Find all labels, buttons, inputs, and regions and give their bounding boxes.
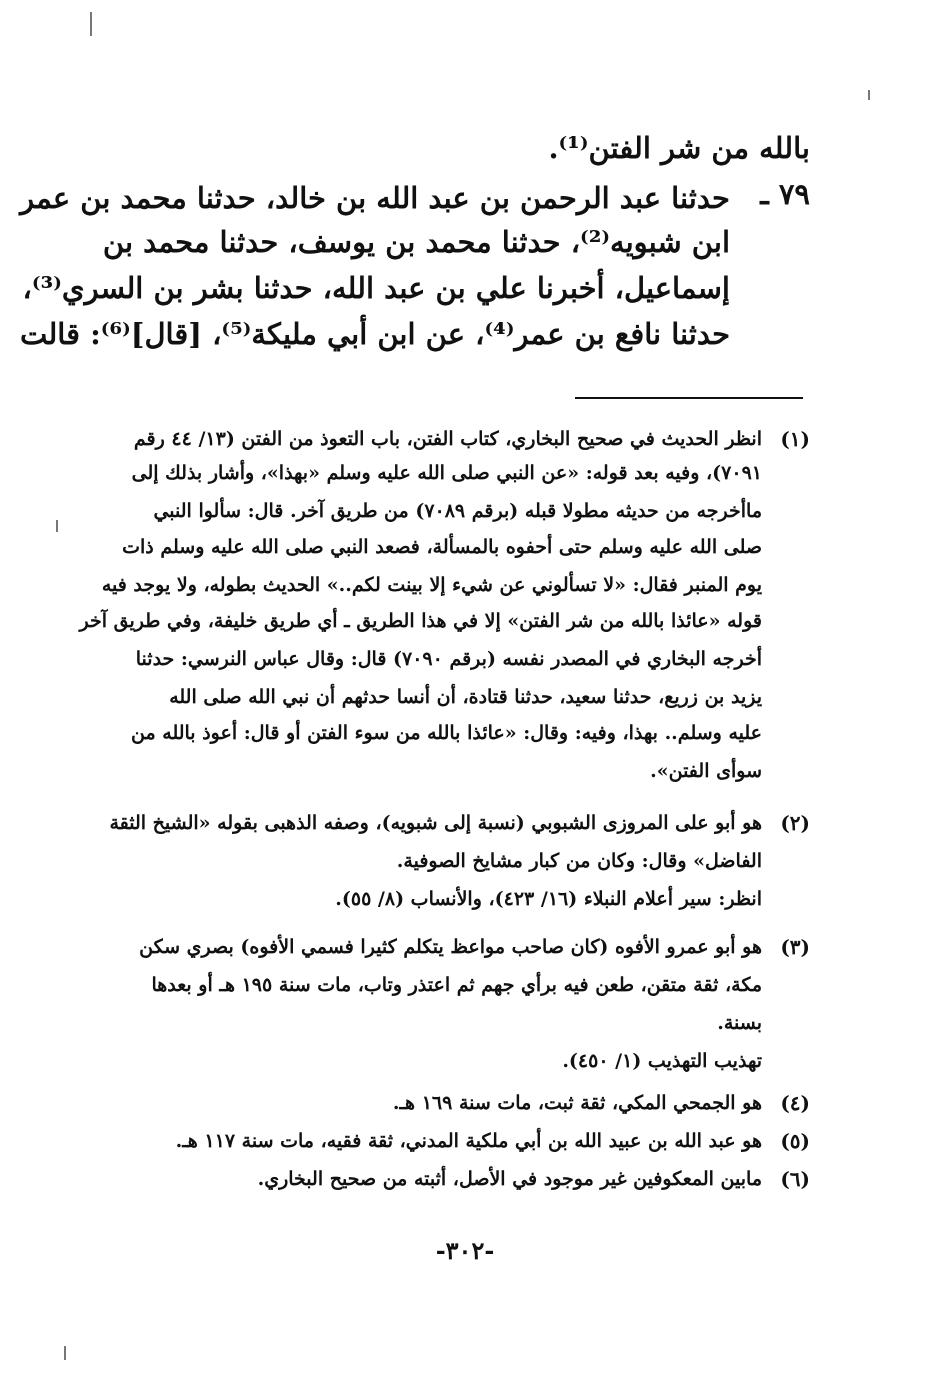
footnote-line: هو أبو على المروزى الشبوبي (نسبة إلى شبويه)، وصفه الذهبى بقوله «الشيخ الثقة <box>109 812 762 834</box>
footnote-marker: (٣) <box>780 935 810 959</box>
hadith-line: ابن شبويه⁽²⁾، حدثنا محمد بن يوسف، حدثنا محمد بن <box>102 225 730 259</box>
footnote-marker: (٥) <box>780 1129 810 1153</box>
footnote-line: يوم المنبر فقال: «لا تسألوني عن شيء إلا بينت لكم..» الحديث بطوله، ولا يوجد فيه <box>101 574 762 596</box>
footnote-line: هو الجمحي المكي، ثقة ثبت، مات سنة ١٦٩ هـ. <box>392 1092 762 1114</box>
footnote-line: يزيد بن زريع، حدثنا سعيد، حدثنا قتادة، أن أنسا حدثهم أن نبي الله صلى الله <box>169 686 762 708</box>
scan-artifact <box>56 520 58 532</box>
scan-artifact <box>868 90 870 100</box>
footnote-line: قوله «عائذا بالله من شر الفتن» إلا في هذا الطريق ـ أي طريق خليفة، وفي طريق آخر <box>79 610 762 632</box>
hadith-line: إسماعيل، أخبرنا علي بن عبد الله، حدثنا بشر بن السري⁽³⁾، <box>22 271 730 305</box>
footnote-line: انظر: سير أعلام النبلاء (١٦/ ٤٢٣)، والأنساب (٨/ ٥٥). <box>335 888 762 910</box>
footnote-line: أخرجه البخاري في المصدر نفسه (برقم ٧٠٩٠) قال: وقال عباس النرسي: حدثنا <box>135 648 762 670</box>
continuation-line: بالله من شر الفتن⁽¹⁾. <box>548 131 810 165</box>
footnote-line: صلى الله عليه وسلم حتى أحفوه بالمسألة، فصعد النبي صلى الله عليه وسلم ذات <box>122 536 762 558</box>
hadith-line: حدثنا نافع بن عمر⁽⁴⁾، عن ابن أبي مليكة⁽⁵⁾، [قال]⁽⁶⁾: قالت <box>19 317 730 351</box>
footnote-line: تهذيب التهذيب (١/ ٤٥٠). <box>562 1050 762 1072</box>
footnote-separator <box>575 397 803 399</box>
footnote-line: سوأى الفتن». <box>650 760 762 782</box>
footnote-line: الفاضل» وقال: وكان من كبار مشايخ الصوفية. <box>396 850 762 872</box>
footnote-line: ٧٠٩١)، وفيه بعد قوله: «عن النبي صلى الله عليه وسلم «بهذا»، وأشار بذلك إلى <box>131 462 762 484</box>
scan-artifact <box>90 12 92 36</box>
footnote-line: مكة، ثقة متقن، طعن فيه برأي جهم ثم اعتذر وتاب، مات سنة ١٩٥ هـ أو بعدها <box>151 974 762 996</box>
footnote-marker: (٤) <box>780 1091 810 1115</box>
footnote-line: ماأخرجه من حديثه مطولا قبله (برقم ٧٠٨٩) من طريق آخر. قال: سألوا النبي <box>153 500 762 522</box>
hadith-number: ٧٩ ـ <box>760 177 810 211</box>
footnote-line: مابين المعكوفين غير موجود في الأصل، أثبته من صحيح البخاري. <box>257 1168 762 1190</box>
footnote-line: هو أبو عمرو الأفوه (كان صاحب مواعظ يتكلم كثيرا فسمي الأفوه) بصري سكن <box>139 936 762 958</box>
footnote-line: عليه وسلم.. بهذا، وفيه: وقال: «عائذا بالله من سوء الفتن أو قال: أعوذ بالله من <box>131 722 762 744</box>
scan-artifact <box>64 1346 66 1360</box>
footnote-marker: (١) <box>780 427 810 451</box>
footnote-line: هو عبد الله بن عبيد الله بن أبي ملكية المدني، ثقة فقيه، مات سنة ١١٧ هـ. <box>175 1130 762 1152</box>
footnote-marker: (٦) <box>780 1167 810 1191</box>
hadith-line: حدثنا عبد الرحمن بن عبد الله بن خالد، حدثنا محمد بن عمر <box>20 181 730 215</box>
footnote-line: بسنة. <box>717 1012 762 1034</box>
footnote-marker: (٢) <box>780 811 810 835</box>
page-number: -٣٠٢- <box>435 1236 495 1265</box>
footnote-line: انظر الحديث في صحيح البخاري، كتاب الفتن، باب التعوذ من الفتن (١٣/ ٤٤ رقم <box>133 428 762 450</box>
